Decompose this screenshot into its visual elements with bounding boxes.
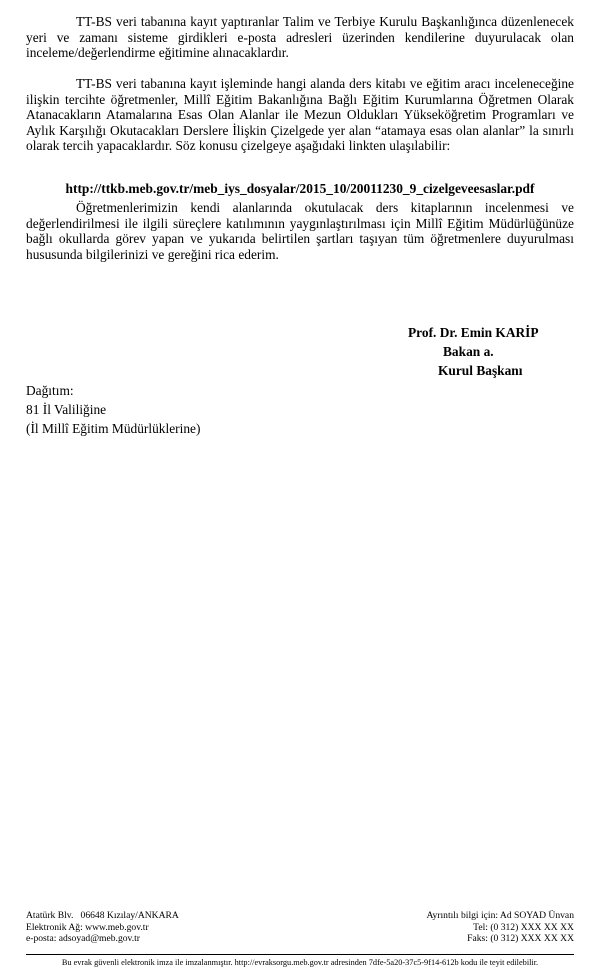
footer-divider xyxy=(26,954,574,955)
signature-title: Kurul Başkanı xyxy=(438,363,523,378)
verification-note: Bu evrak güvenli elektronik imza ile imzalanmıştır. http://evraksorgu.meb.gov.tr adresinden 7dfe-5a20-37c5-9f14-612b kodu ile teyit edilebilir. xyxy=(61,958,539,967)
footer-email: e-posta: adsoyad@meb.gov.tr xyxy=(26,933,140,945)
signature-name: Prof. Dr. Emin KARİP xyxy=(408,325,539,340)
footer-address: Atatürk Blv. 06648 Kızılay/ANKARA xyxy=(26,910,179,921)
signature-role: Bakan a. xyxy=(443,344,494,359)
chart-link[interactable]: http://ttkb.meb.gov.tr/meb_iys_dosyalar/2015_10/20011230_9_cizelgeveesaslar.pdf xyxy=(65,181,535,196)
body-paragraph-2: TT-BS veri tabanına kayıt işleminde hangi alanda ders kitabı ve eğitim aracı inceleneceğine ilişkin tercihte öğretmenler, Millî Eğitim Bakanlığına Bağlı Eğitim Kurumlarına Öğretmen Olarak Atanacakların Atamalarına Esas Olan Alanlar ile Mezun Oldukları Yükseköğretim Programları ve Aylık Karşılığı Okutacakları Derslere İlişkin Çizelgede yer alan “atamaya esas olan alanlar” la sınırlı olarak tercih yapacaklardır. Söz konusu çizelgeye aşağıdaki linkten ulaşılabilir: xyxy=(26,76,574,154)
distribution-line-1: 81 İl Valiliğine xyxy=(26,402,107,417)
body-paragraph-1: TT-BS veri tabanına kayıt yaptıranlar Talim ve Terbiye Kurulu Başkanlığınca düzenlenecek yeri ve zamanı sisteme girdikleri e-posta adresleri üzerinden kendilerine duyurulacak olan inceleme/değerlendirme eğitimine alınacaklardır. xyxy=(26,14,574,61)
footer-fax: Faks: (0 312) XXX XX XX xyxy=(467,933,574,945)
footer-tel: Tel: (0 312) XXX XX XX xyxy=(473,921,574,933)
footer-left xyxy=(26,910,179,945)
body-paragraph-3: Öğretmenlerimizin kendi alanlarında okutulacak ders kitaplarının incelenmesi ve değerlendirilmesi ile ilgili süreçlere katılımının yaygınlaştırılması için Millî Eğitim Müdürlüğünüze bağlı okullarda görev yapan ve yukarıda belirtilen şartları taşıyan tüm öğretmenlere duyurulması hususunda bilgilerinizi ve gereğini rica ederim. xyxy=(26,200,574,262)
footer-network: Elektronik Ağ: www.meb.gov.tr xyxy=(26,921,149,933)
distribution-line-2: (İl Millî Eğitim Müdürlüklerine) xyxy=(26,421,201,436)
distribution xyxy=(26,381,200,438)
distribution-label: Dağıtım: xyxy=(26,383,74,398)
footer-info: Ayrıntılı bilgi için: Ad SOYAD Ünvan xyxy=(426,910,574,921)
footer-right xyxy=(426,910,574,945)
